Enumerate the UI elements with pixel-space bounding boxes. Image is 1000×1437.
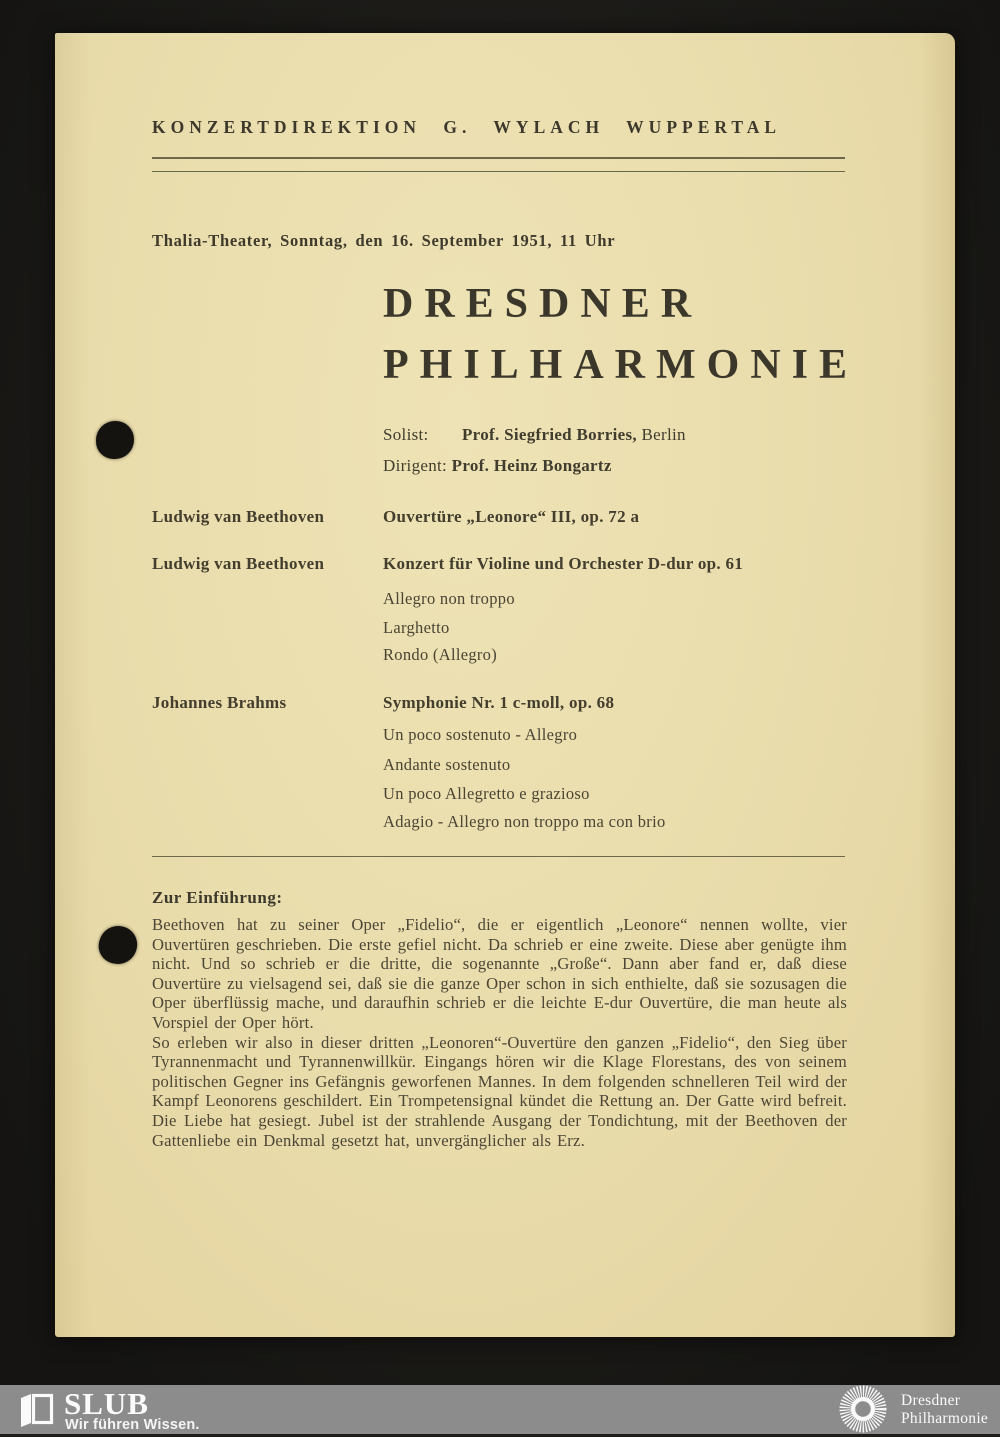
program-movement: Allegro non troppo [383, 589, 515, 608]
program-composer: Johannes Brahms [152, 693, 287, 712]
program-movement: Un poco Allegretto e grazioso [383, 784, 590, 803]
program-movement: Larghetto [383, 618, 450, 637]
program-composer: Ludwig van Beethoven [152, 554, 325, 573]
philharmonie-text-line1: Dresdner [901, 1392, 961, 1409]
program-composer: Ludwig van Beethoven [152, 507, 325, 526]
program-work: Konzert für Violine und Orchester D-dur op. 61 [383, 554, 744, 573]
philharmonie-text-line2: Philharmonie [901, 1410, 989, 1427]
program-work: Symphonie Nr. 1 c-moll, op. 68 [383, 693, 615, 712]
viewer-footer-bar [0, 1385, 1000, 1434]
punch-hole-top [96, 421, 134, 459]
section-divider-rule [152, 856, 845, 857]
program-movement: Adagio - Allegro non troppo ma con brio [383, 812, 666, 831]
header-rule-bottom [152, 171, 845, 172]
slub-logo-text[interactable]: SLUB [64, 1386, 149, 1421]
program-movement: Un poco sostenuto - Allegro [383, 725, 578, 744]
soloist-name: Prof. Siegfried Borries, [462, 425, 637, 444]
orchestra-title-line2: PHILHARMONIE [383, 342, 859, 388]
header-rule-top [152, 157, 845, 159]
program-work: Ouvertüre „Leonore“ III, op. 72 a [383, 507, 640, 526]
concert-program-page [55, 33, 955, 1337]
conductor-label: Dirigent: [383, 456, 452, 475]
introduction-paragraph-2: So erleben wir also in dieser dritten „Leonoren“-Ouvertüre den ganzen „Fidelio“, den Sieg über Tyrannenmacht und Tyrannenwillkür. Eingangs hören wir die Klage Florestans, des von seinem politischen Gegner ins Gefängnis geworfenen Mannes. In dem folgenden schnelleren Teil wird der Kampf Leonorens geschildert. Ein Trompetensignal kündet die Rettung an. Der Gatte wird befreit. Die Liebe hat gesiegt. Jubel ist der strahlende Ausgang der Tondichtung, mit der Beethoven der Gattenliebe ein Denkmal gesetzt hat, unvergänglicher als Erz. [152, 1032, 847, 1150]
orchestra-title-line1: DRESDNER [383, 281, 703, 327]
program-movement: Rondo (Allegro) [383, 645, 498, 664]
philharmonie-sunburst-icon[interactable] [835, 1381, 891, 1437]
soloist-credit [383, 425, 686, 445]
concert-direction-header: KONZERTDIREKTION G. WYLACH WUPPERTAL [152, 117, 782, 137]
punch-hole-bottom [95, 922, 141, 968]
soloist-label: Solist: [383, 425, 429, 444]
conductor-name: Prof. Heinz Bongartz [451, 456, 612, 475]
philharmonie-logo-text[interactable] [901, 1392, 988, 1428]
introduction-text [152, 915, 847, 1150]
slub-tagline: Wir führen Wissen. [65, 1417, 200, 1433]
conductor-credit [383, 456, 612, 476]
introduction-paragraph-1: Beethoven hat zu seiner Oper „Fidelio“, die er eigentlich „Leonore“ nennen wollte, vier Ouvertüren geschrieben. Die erste gefiel nicht. Da schrieb er eine zweite. Diese aber genügte ihm nicht. Und so schrieb er die dritte, die sogenannte „Große“. Dann aber fand er, daß diese Ouvertüre zu vielsagend sei, daß sie die ganze Oper schon in sich enthielte, daß sie sozusagen die Oper überflüssig mache, und daraufhin schrieb er die leichte E-dur Ouvertüre, die man heute als Vorspiel der Oper hört. [152, 915, 847, 1032]
program-movement: Andante sostenuto [383, 755, 511, 774]
introduction-heading: Zur Einführung: [152, 888, 283, 907]
venue-date-line: Thalia-Theater, Sonntag, den 16. September 1951, 11 Uhr [152, 231, 616, 250]
slub-book-icon[interactable] [20, 1392, 54, 1428]
soloist-city: Berlin [636, 425, 686, 444]
